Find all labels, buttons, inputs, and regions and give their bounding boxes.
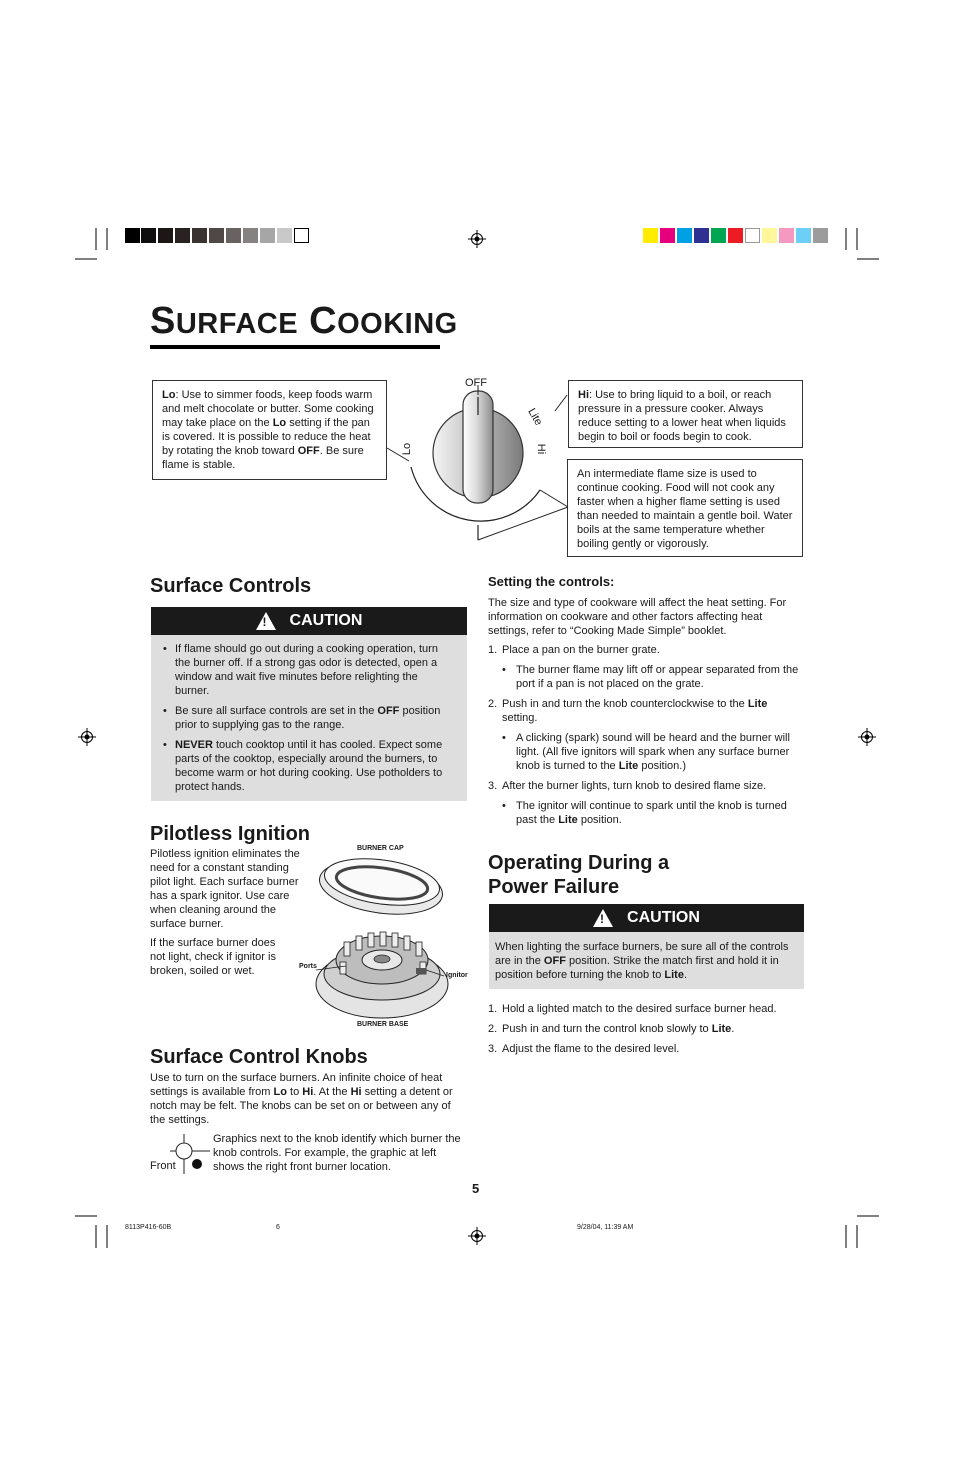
power-failure-heading: Operating During a Power Failure (488, 852, 670, 898)
step-note: • The burner flame may lift off or appear separated from the port if a pan is not placed on the grate. (502, 663, 803, 691)
pilotless-paragraph: If the surface burner does not light, check if ignitor is broken, soiled or wet. (150, 937, 276, 977)
pilotless-paragraph: Pilotless ignition eliminates the need for a constant standing pilot light. Each surface burner has a spark ignitor. Use care when cleaning around the surface burner. (150, 848, 300, 930)
step-item: 3. Adjust the flame to the desired level. (488, 1043, 680, 1055)
job-id: 8113P416-60B (125, 1224, 172, 1231)
sheet-number: 6 (276, 1224, 280, 1231)
burner-illustration (296, 842, 471, 1034)
setting-steps (488, 643, 803, 833)
title-underline (150, 345, 440, 349)
step-item: 2. Push in and turn the knob counterclockwise to the Lite setting. • A clicking (spark) sound will be heard and the burner will light. (All five ignitors will spark when any surface burner knob is turned to the Lite position.) (488, 697, 803, 773)
control-knob-dial (385, 375, 570, 545)
pilotless-ignition-heading: Pilotless Ignition (150, 823, 311, 845)
front-label: Front (150, 1160, 176, 1172)
dial-lo-label: Lo (401, 442, 414, 456)
caution-banner: ! CAUTION (151, 607, 467, 635)
surface-controls-heading: Surface Controls (150, 575, 312, 597)
ports-label: Ports (299, 963, 317, 970)
registration-mark (468, 1227, 486, 1245)
registration-mark (858, 728, 876, 746)
registration-mark (78, 728, 96, 746)
dial-off-label: OFF (465, 377, 487, 389)
knob-graphic-paragraph: Graphics next to the knob identify which burner the knob controls. For example, the graphic at left shows the right front burner location. (213, 1133, 461, 1173)
burner-base-label: BURNER BASE (357, 1021, 409, 1028)
caution-banner: ! CAUTION (489, 904, 804, 932)
dial-hi-label: Hi (535, 443, 548, 455)
hi-description-box: Hi: Use to bring liquid to a boil, or reach pressure in a pressure cooker. Always reduce setting to a lower heat when liquids begin to boil or foods begin to cook. (568, 380, 803, 448)
caution-box (151, 635, 467, 801)
knobs-paragraph: Use to turn on the surface burners. An infinite choice of heat settings is available from Lo to Hi. At the Hi setting a detent or notch may be felt. The knobs can be set on or between any of the settings. (150, 1072, 453, 1126)
intermediate-description-box: An intermediate flame size is used to continue cooking. Food will not cook any faster when a higher flame setting is used than needed to maintain a gentle boil. Water boils at the same temperature whether boiling gently or vigorously. (567, 459, 803, 557)
page-number: 5 (472, 1181, 480, 1196)
registration-mark (468, 230, 486, 248)
warning-icon: ! (593, 909, 613, 927)
step-note: • A clicking (spark) sound will be heard and the burner will light. (All five ignitors will spark when any surface burner knob is turned to the Lite position.) (502, 731, 803, 773)
step-item: 3. After the burner lights, turn knob to desired flame size. • The ignitor will continue to spark until the knob is turned past the Lite position. (488, 779, 803, 827)
ignitor-label: Ignitor (446, 972, 468, 979)
warning-icon: ! (256, 612, 276, 630)
step-note: • The ignitor will continue to spark until the knob is turned past the Lite position. (502, 799, 803, 827)
print-timestamp: 9/28/04, 11:39 AM (577, 1224, 634, 1231)
step-item: 1. Place a pan on the burner grate. • The burner flame may lift off or appear separated from the port if a pan is not placed on the grate. (488, 643, 803, 691)
page-title: SURFACE COOKING (150, 300, 458, 342)
step-item: 1. Hold a lighted match to the desired surface burner head. (488, 1003, 777, 1015)
caution-item: • NEVER touch cooktop until it has cooled. Expect some parts of the cooktop, especially around the burners, to become warm or hot during cooking. Use potholders to protect hands. (157, 738, 455, 794)
step-item: 2. Push in and turn the control knob slowly to Lite. (488, 1023, 735, 1035)
surface-control-knobs-heading: Surface Control Knobs (150, 1046, 368, 1068)
caution-item: • Be sure all surface controls are set in the OFF position prior to supplying gas to the range. (157, 704, 455, 732)
caution-box: When lighting the surface burners, be sure all of the controls are in the OFF position. Strike the match first and hold it in position before turning the knob to Lite. (489, 932, 804, 989)
burner-location-icon (170, 1134, 210, 1174)
caution-item: • If flame should go out during a cooking operation, turn the burner off. If a strong gas odor is detected, open a window and wait five minutes before relighting the burner. (157, 642, 455, 698)
power-failure-steps (488, 1002, 803, 1062)
dial-lite-label: Lite (525, 406, 545, 428)
lo-description-box: Lo: Use to simmer foods, keep foods warm and melt chocolate or butter. Some cooking may take place on the Lo setting if the pan is covered. It is possible to reduce the heat by rotating the knob toward OFF. Be sure flame is stable. (152, 380, 387, 480)
setting-controls-heading: Setting the controls: (488, 574, 615, 589)
burner-cap-label: BURNER CAP (357, 845, 404, 852)
setting-intro: The size and type of cookware will affect the heat setting. For information on cookware and other factors affecting heat settings, refer to “Cooking Made Simple” booklet. (488, 597, 787, 637)
